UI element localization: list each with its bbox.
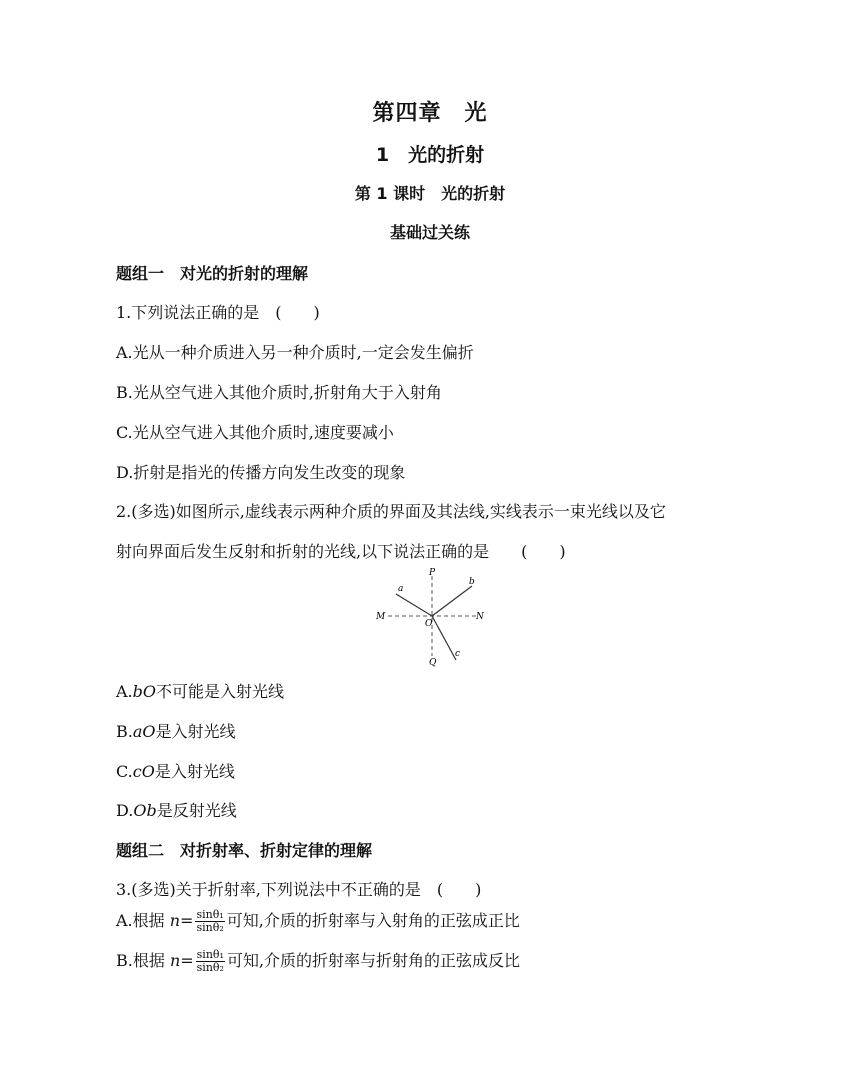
group-2-title: 题组二 对折射率、折射定律的理解	[116, 841, 373, 860]
fraction-denominator: sinθ₂	[196, 961, 224, 974]
option-prefix: B.	[116, 722, 133, 741]
ray-name: Ob	[133, 801, 157, 820]
option-prefix: C.	[116, 762, 133, 781]
question-1-stem: 1.下列说法正确的是 ( )	[116, 303, 320, 322]
section-title: 1 光的折射	[375, 144, 485, 166]
label-n: N	[476, 612, 484, 622]
option-text: 是入射光线	[155, 722, 236, 741]
sine-ratio-fraction	[196, 949, 225, 974]
question-2-option-d	[116, 798, 237, 821]
question-3-option-a	[116, 908, 520, 934]
group-1-title: 题组一 对光的折射的理解	[116, 264, 309, 283]
option-text: 可知,介质的折射率与折射角的正弦成反比	[226, 951, 521, 970]
chapter-title: 第四章 光	[372, 101, 488, 126]
fraction-numerator: sinθ₁	[196, 948, 224, 961]
practice-heading: 基础过关练	[389, 223, 470, 242]
label-p: P	[429, 568, 436, 578]
label-o: O	[425, 619, 433, 629]
label-a: a	[398, 584, 404, 594]
question-1-option-b: B.光从空气进入其他介质时,折射角大于入射角	[116, 383, 442, 402]
label-m: M	[376, 612, 386, 622]
question-2-stem-line-2: 射向界面后发生反射和折射的光线,以下说法正确的是 ( )	[116, 542, 566, 561]
option-text: 可知,介质的折射率与入射角的正弦成正比	[226, 911, 520, 930]
option-text: 是入射光线	[154, 762, 235, 781]
ray-a	[396, 594, 432, 616]
question-3-option-b	[116, 948, 520, 974]
option-text: 是反射光线	[156, 801, 237, 820]
label-b: b	[469, 577, 475, 587]
formula-lhs: n=	[169, 951, 194, 970]
label-c: c	[455, 649, 461, 659]
option-text: 不可能是入射光线	[156, 682, 285, 701]
sine-ratio-fraction	[195, 909, 224, 934]
option-prefix: B.根据	[116, 951, 170, 970]
question-2-option-b	[116, 719, 236, 742]
fraction-denominator: sinθ₂	[196, 921, 224, 934]
label-q: Q	[429, 658, 437, 668]
ray-name: aO	[132, 722, 156, 741]
ray-name: cO	[132, 762, 155, 781]
question-2-stem-line-1: 2.(多选)如图所示,虚线表示两种介质的界面及其法线,实线表示一束光线以及它	[116, 502, 666, 521]
lesson-title: 第 1 课时 光的折射	[354, 184, 506, 203]
question-2-option-a	[116, 679, 284, 702]
ray-b	[432, 586, 472, 616]
question-1-option-a: A.光从一种介质进入另一种介质时,一定会发生偏折	[116, 343, 474, 362]
question-3-stem: 3.(多选)关于折射率,下列说法中不正确的是 ( )	[116, 880, 482, 899]
question-1-option-c: C.光从空气进入其他介质时,速度要减小	[116, 423, 394, 442]
ray-c	[432, 616, 456, 660]
option-prefix: D.	[116, 801, 134, 820]
formula-lhs: n=	[169, 911, 194, 930]
option-prefix: A.根据	[116, 911, 170, 930]
question-1-option-d: D.折射是指光的传播方向发生改变的现象	[116, 463, 406, 482]
option-prefix: A.	[116, 682, 133, 701]
question-2-option-c	[116, 759, 235, 782]
ray-name: bO	[132, 682, 156, 701]
fraction-numerator: sinθ₁	[196, 908, 224, 921]
refraction-diagram	[372, 566, 488, 668]
